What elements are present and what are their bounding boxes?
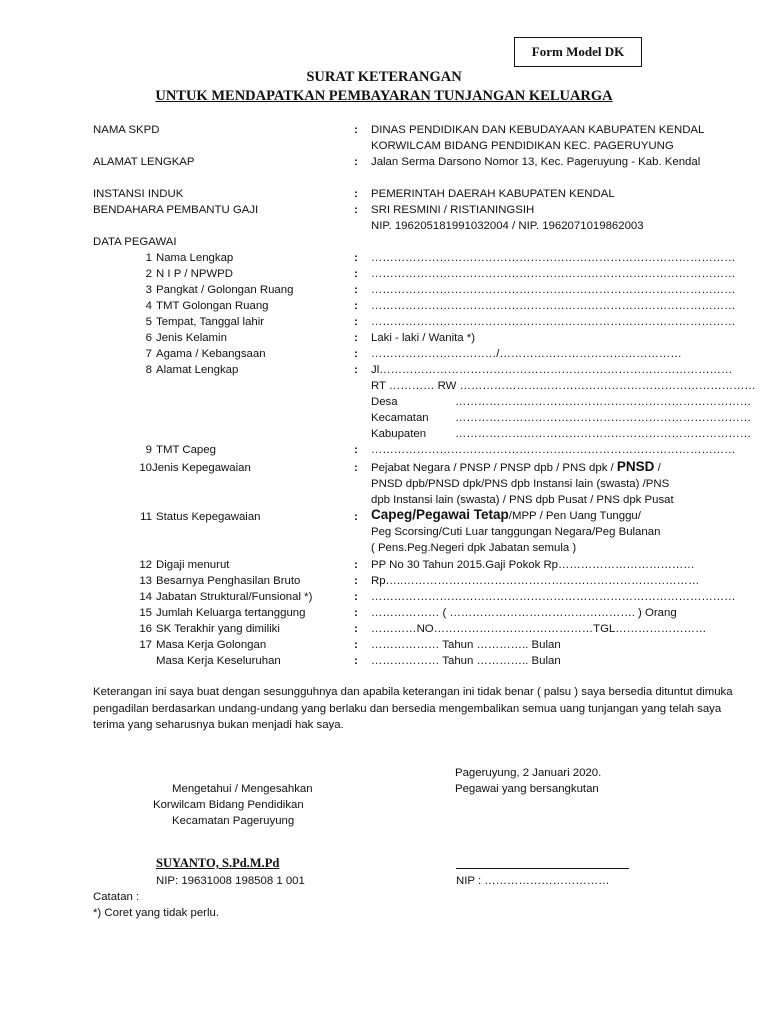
item-number: 10 xyxy=(139,462,152,474)
tempat-lahir-label: Tempat, Tanggal lahir xyxy=(156,316,265,328)
statement-paragraph: Keterangan ini saya buat dengan sesungguhnya dan apabila keterangan ini tidak benar ( palsu ) saya bersedia dituntut dimuka pengadilan berdasarkan undang-undang yang berlaku dan bersedia mengembalikan semua uang tunjangan yang telah saya terima yang seharusnya bukan menjadi hak saya. xyxy=(93,686,733,731)
item-number: 8 xyxy=(145,364,152,376)
masa-kerja-golongan-label: Masa Kerja Golongan xyxy=(156,639,267,651)
jumlah-keluarga-label: Jumlah Keluarga tertanggung xyxy=(156,607,306,619)
masa-kerja-keseluruhan-label: Masa Kerja Keseluruhan xyxy=(156,655,281,667)
status-kepegawaian-options: /MPP / Pen Uang Tunggu/ xyxy=(508,510,641,522)
tempat-lahir-field[interactable]: …………………………………………………………………………………… xyxy=(371,316,736,328)
colon: : xyxy=(354,591,358,603)
nama-skpd-label: NAMA SKPD xyxy=(93,124,160,136)
form-model-box xyxy=(514,37,642,67)
approver-name: SUYANTO, S.Pd.M.Pd xyxy=(156,856,280,870)
item-number: 13 xyxy=(139,575,152,587)
colon: : xyxy=(354,575,358,587)
approver-title-1: Mengetahui / Mengesahkan xyxy=(172,783,313,795)
colon: : xyxy=(354,204,358,216)
place-date: Pageruyung, 2 Januari 2020. xyxy=(455,767,602,779)
document-subtitle: UNTUK MENDAPATKAN PEMBAYARAN TUNJANGAN KELUARGA xyxy=(155,88,613,104)
jumlah-keluarga-field[interactable]: ……………… ( …………………………………………. ) Orang xyxy=(371,607,677,619)
item-number: 14 xyxy=(139,591,152,603)
item-number: 16 xyxy=(139,623,152,635)
status-kepegawaian-options-2: Peg Scorsing/Cuti Luar tanggungan Negara/Peg Bulanan xyxy=(371,526,661,538)
agama-field[interactable]: ……………………………/………………………………………… xyxy=(371,348,682,360)
alamat-label: ALAMAT LENGKAP xyxy=(93,156,195,168)
alamat-lengkap-label: Alamat Lengkap xyxy=(156,364,239,376)
item-number: 17 xyxy=(139,639,152,651)
alamat-jalan-field[interactable]: Jl………………………………………………………………………………… xyxy=(371,364,733,376)
colon: : xyxy=(354,252,358,264)
colon: : xyxy=(354,462,358,474)
digaji-label: Digaji menurut xyxy=(156,559,230,571)
tmt-capeg-field[interactable]: …………………………………………………………………………………… xyxy=(371,444,736,456)
kecamatan-label: Kecamatan xyxy=(371,412,429,424)
colon: : xyxy=(354,559,358,571)
colon: : xyxy=(354,332,358,344)
pangkat-label: Pangkat / Golongan Ruang xyxy=(156,284,294,296)
sk-terakhir-field[interactable]: …………NO……………………………………TGL…………………… xyxy=(371,623,707,635)
nip-label: N I P / NPWPD xyxy=(156,268,234,280)
agama-label: Agama / Kebangsaan xyxy=(156,348,266,360)
nama-skpd-value: DINAS PENDIDIKAN DAN KEBUDAYAAN KABUPATEN KENDAL xyxy=(371,124,705,136)
colon: : xyxy=(354,607,358,619)
approver-nip: NIP: 19631008 198508 1 001 xyxy=(156,875,305,887)
jenis-kelamin-label: Jenis Kelamin xyxy=(156,332,227,344)
colon: : xyxy=(354,188,358,200)
jenis-kepegawaian-options-3: dpb Instansi lain (swasta) / PNS dpb Pusat / PNS dpk Pusat xyxy=(371,494,674,506)
instansi-label: INSTANSI INDUK xyxy=(93,188,184,200)
colon: : xyxy=(354,348,358,360)
sk-terakhir-label: SK Terakhir yang dimiliki xyxy=(156,623,280,635)
rt-rw-field[interactable]: RT ………… RW …………………………………………………………………… xyxy=(371,380,756,392)
status-kepegawaian-selected: Capeg/Pegawai Tetap xyxy=(371,507,509,522)
alamat-value: Jalan Serma Darsono Nomor 13, Kec. Pageruyung - Kab. Kendal xyxy=(371,156,701,168)
masa-kerja-keseluruhan-field[interactable]: ……………… Tahun ………….. Bulan xyxy=(371,655,561,667)
item-number: 3 xyxy=(145,284,152,296)
item-number: 15 xyxy=(139,607,152,619)
nip-field[interactable]: …………………………………………………………………………………… xyxy=(371,268,736,280)
colon: : xyxy=(354,364,358,376)
tmt-golongan-field[interactable]: …………………………………………………………………………………… xyxy=(371,300,736,312)
status-kepegawaian-label: Status Kepegawaian xyxy=(156,511,261,523)
separator: / xyxy=(654,462,661,474)
nama-lengkap-field[interactable]: …………………………………………………………………………………… xyxy=(371,252,736,264)
item-number: 2 xyxy=(145,268,152,280)
digaji-field[interactable]: PP No 30 Tahun 2015.Gaji Pokok Rp……………………………… xyxy=(371,559,695,571)
desa-field[interactable]: …………………………………………………………………… xyxy=(455,396,752,408)
colon: : xyxy=(354,444,358,456)
tmt-golongan-label: TMT Golongan Ruang xyxy=(156,300,269,312)
item-number: 7 xyxy=(145,348,152,360)
notes-text: *) Coret yang tidak perlu. xyxy=(93,907,219,919)
masa-kerja-golongan-field[interactable]: ……………… Tahun ………….. Bulan xyxy=(371,639,561,651)
notes-label: Catatan : xyxy=(93,891,140,903)
penghasilan-label: Besarnya Penghasilan Bruto xyxy=(156,575,301,587)
jenis-kepegawaian-options-2: PNSD dpb/PNSD dpk/PNS dpb Instansi lain (swasta) /PNS xyxy=(371,478,670,490)
colon: : xyxy=(354,156,358,168)
item-number: 6 xyxy=(145,332,152,344)
bendahara-label: BENDAHARA PEMBANTU GAJI xyxy=(93,204,259,216)
employee-nip[interactable]: NIP : …………………………… xyxy=(456,875,610,887)
colon: : xyxy=(354,623,358,635)
status-kepegawaian-value xyxy=(371,508,641,523)
jabatan-field[interactable]: …………………………………………………………………………………… xyxy=(371,591,736,603)
jenis-kepegawaian-label: Jenis Kepegawaian xyxy=(152,462,251,474)
jenis-kepegawaian-value xyxy=(371,460,661,475)
item-number: 12 xyxy=(139,559,152,571)
jabatan-label: Jabatan Struktural/Funsional *) xyxy=(156,591,313,603)
kabupaten-field[interactable]: …………………………………………………………………… xyxy=(455,428,752,440)
colon: : xyxy=(354,655,358,667)
document-title: SURAT KETERANGAN xyxy=(306,69,462,85)
bendahara-value: SRI RESMINI / RISTIANINGSIH xyxy=(371,204,535,216)
colon: : xyxy=(354,639,358,651)
form-model-label: Form Model DK xyxy=(531,44,625,59)
nama-lengkap-label: Nama Lengkap xyxy=(156,252,234,264)
item-number: 11 xyxy=(140,511,152,523)
item-number: 1 xyxy=(145,252,152,264)
kabupaten-label: Kabupaten xyxy=(371,428,427,440)
instansi-value: PEMERINTAH DAERAH KABUPATEN KENDAL xyxy=(371,188,615,200)
tmt-capeg-label: TMT Capeg xyxy=(156,444,216,456)
desa-label: Desa xyxy=(371,396,398,408)
colon: : xyxy=(354,316,358,328)
item-number: 4 xyxy=(145,300,152,312)
approver-title-2: Korwilcam Bidang Pendidikan xyxy=(153,799,304,811)
employee-role: Pegawai yang bersangkutan xyxy=(455,783,599,795)
approver-title-3: Kecamatan Pageruyung xyxy=(172,815,295,827)
status-kepegawaian-options-3: ( Pens.Peg.Negeri dpk Jabatan semula ) xyxy=(371,542,577,554)
colon: : xyxy=(354,268,358,280)
colon: : xyxy=(354,284,358,296)
pangkat-field[interactable]: …………………………………………………………………………………… xyxy=(371,284,736,296)
bendahara-nip: NIP. 196205181991032004 / NIP. 196207101986​2003 xyxy=(371,220,644,232)
colon: : xyxy=(354,124,358,136)
colon: : xyxy=(354,511,358,523)
jenis-kepegawaian-options: Pejabat Negara / PNSP / PNSP dpb / PNS dpk / xyxy=(371,462,617,474)
data-pegawai-label: DATA PEGAWAI xyxy=(93,236,177,248)
item-number: 5 xyxy=(145,316,152,328)
jenis-kelamin-field[interactable]: Laki - laki / Wanita *) xyxy=(371,332,476,344)
signature-line xyxy=(456,868,629,869)
colon: : xyxy=(354,300,358,312)
penghasilan-field[interactable]: Rp…..…………………………………………………………………… xyxy=(371,575,700,587)
jenis-kepegawaian-selected: PNSD xyxy=(616,459,655,474)
nama-skpd-value-2: KORWILCAM BIDANG PENDIDIKAN KEC. PAGERUYUNG xyxy=(371,140,674,152)
item-number: 9 xyxy=(145,444,152,456)
kecamatan-field[interactable]: …………………………………………………………………… xyxy=(455,412,752,424)
